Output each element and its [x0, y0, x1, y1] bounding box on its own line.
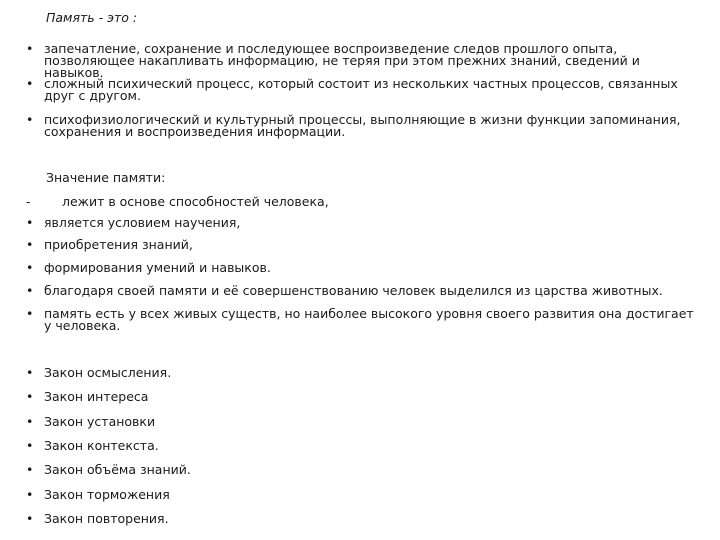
bullet-icon: •: [26, 487, 34, 502]
list-item-text: формирования умений и навыков.: [44, 260, 271, 275]
bullet-icon: •: [26, 283, 34, 298]
list-item: [26, 391, 696, 403]
list-item-text: Закон установки: [44, 414, 156, 429]
list-item-text: Закон объёма знаний.: [44, 462, 191, 477]
list-item: [26, 217, 696, 229]
list-item: [26, 308, 696, 332]
list-item-text: Закон контекста.: [44, 438, 159, 453]
bullet-icon: •: [26, 389, 34, 404]
dash-icon: -: [26, 194, 31, 209]
bullet-icon: •: [26, 237, 34, 252]
section-title-memory-definition: Память - это :: [46, 10, 138, 25]
list-item-text: лежит в основе способностей человека,: [62, 194, 329, 209]
list-item-text: благодаря своей памяти и её совершенствованию человек выделился из царства животных.: [44, 283, 663, 298]
bullet-icon: •: [26, 41, 34, 56]
bullet-icon: •: [26, 438, 34, 453]
bullet-icon: •: [26, 511, 34, 526]
list-item-text: Закон торможения: [44, 487, 170, 502]
list-item-text: является условием научения,: [44, 215, 241, 230]
bullet-icon: •: [26, 414, 34, 429]
list-item: [26, 262, 696, 274]
list-item: [26, 489, 696, 501]
list-item: [26, 416, 696, 428]
list-item-text: запечатление, сохранение и последующее воспроизведение следов прошлого опыта, позволяющее накапливать информацию, не теряя при этом прежних знаний, сведений и навыков.: [44, 41, 640, 80]
bullet-icon: •: [26, 76, 34, 91]
list-item: [26, 43, 696, 79]
list-item: [26, 239, 696, 251]
list-item-text: сложный психический процесс, который состоит из нескольких частных процессов, связанных друг с другом.: [44, 76, 678, 103]
list-item: [26, 285, 696, 297]
bullet-icon: •: [26, 462, 34, 477]
list-item-text: память есть у всех живых существ, но наиболее высокого уровня своего развития она достигает у человека.: [44, 306, 694, 333]
list-item-text: приобретения знаний,: [44, 237, 193, 252]
list-item: [26, 513, 696, 525]
list-item-dash: [26, 196, 696, 208]
bullet-icon: •: [26, 260, 34, 275]
section-title-memory-significance: Значение памяти:: [46, 170, 166, 185]
list-item: [26, 114, 696, 138]
list-item: [26, 464, 696, 476]
list-item: [26, 367, 696, 379]
list-item-text: Закон повторения.: [44, 511, 169, 526]
bullet-icon: •: [26, 215, 34, 230]
list-item: [26, 440, 696, 452]
bullet-icon: •: [26, 306, 34, 321]
list-item-text: Закон осмысления.: [44, 365, 172, 380]
list-item-text: Закон интереса: [44, 389, 149, 404]
bullet-icon: •: [26, 112, 34, 127]
list-item: [26, 78, 696, 102]
list-item-text: психофизиологический и культурный процессы, выполняющие в жизни функции запоминания, сохранения и воспроизведения информации.: [44, 112, 681, 139]
bullet-icon: •: [26, 365, 34, 380]
